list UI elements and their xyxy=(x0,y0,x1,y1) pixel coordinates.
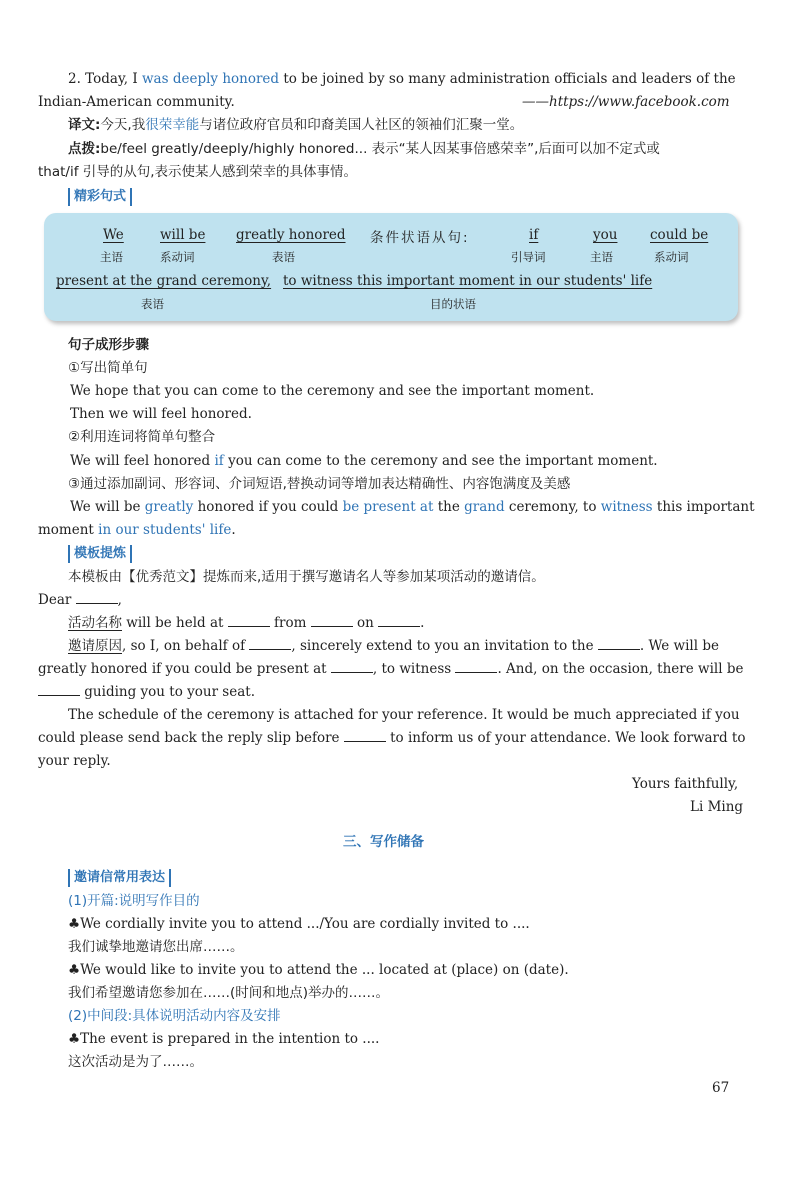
template-closing: Yours faithfully, xyxy=(632,776,739,792)
template-para-5: The schedule of the ceremony is attached for your reference. It would be much appreciated if you xyxy=(68,707,740,723)
highlight-word: if xyxy=(214,453,224,469)
pattern-role: 主语 xyxy=(100,250,123,264)
text: 今天,我 xyxy=(100,117,146,133)
example-line-1 xyxy=(68,69,736,89)
blank xyxy=(455,659,497,673)
step-2-sentence xyxy=(70,451,658,471)
highlight-phrase: in our students' life xyxy=(98,522,232,538)
placeholder-reason: 邀请原因 xyxy=(68,638,122,654)
text: guiding you to your seat. xyxy=(80,684,255,700)
pattern-word: you xyxy=(593,227,618,243)
step-2-title: ②利用连词将简单句整合 xyxy=(68,429,216,445)
template-para-2 xyxy=(68,636,719,656)
template-para-1 xyxy=(68,613,424,633)
text: the xyxy=(433,499,465,515)
template-intro: 本模板由【优秀范文】提炼而来,适用于撰写邀请名人等参加某项活动的邀请信。 xyxy=(68,569,545,585)
text: We will feel honored xyxy=(70,453,215,469)
text: Dear xyxy=(38,592,72,608)
pattern-role: 引导词 xyxy=(511,250,546,264)
text: greatly honored if you could be present at xyxy=(38,661,331,677)
template-salutation xyxy=(38,590,122,610)
text: . And, on the occasion, there will be xyxy=(497,661,744,677)
placeholder-event-name: 活动名称 xyxy=(68,615,122,631)
text: this important xyxy=(652,499,755,515)
template-para-4 xyxy=(38,682,255,702)
pattern-word: We xyxy=(103,227,124,243)
text: from xyxy=(269,615,311,631)
expr-3: ♣The event is prepared in the intention to .... xyxy=(68,1031,380,1047)
step-3-title: ③通过添加副词、形容词、介词短语,替换动词等增加表达精确性、内容饱满度及美感 xyxy=(68,476,571,492)
text: be/feel greatly/deeply/highly honored... 表示“某人因某事倍感荣幸”,后面可以加不定式或 xyxy=(100,141,660,157)
tip-line-1 xyxy=(68,139,660,159)
text: could please send back the reply slip before xyxy=(38,730,344,746)
highlight-word: be present at xyxy=(342,499,434,515)
text: honored if you could xyxy=(193,499,343,515)
example-line-2: Indian-American community. xyxy=(38,94,235,110)
blank xyxy=(378,613,420,627)
text: , xyxy=(117,592,122,608)
pattern-role: 目的状语 xyxy=(430,297,476,311)
blank xyxy=(228,613,270,627)
tip-line-2: that/if 引导的从句,表示使某人感到荣幸的具体事情。 xyxy=(38,164,358,180)
expr-2-zh: 我们希望邀请您参加在……(时间和地点)举办的……。 xyxy=(68,985,390,1001)
sentence-analysis-panel xyxy=(44,213,738,321)
text: . xyxy=(231,522,236,538)
pattern-word: if xyxy=(529,227,539,243)
pattern-word: could be xyxy=(650,227,709,243)
text: you can come to the ceremony and see the important moment. xyxy=(223,453,658,469)
text: on xyxy=(352,615,379,631)
tip-label: 点拨: xyxy=(68,141,101,157)
highlight-word: grand xyxy=(464,499,505,515)
highlight-phrase: 很荣幸能 xyxy=(145,117,200,133)
step-1-sentence-b: Then we will feel honored. xyxy=(70,406,252,422)
step-3-sentence-line-1 xyxy=(70,497,755,517)
blank xyxy=(38,682,80,696)
blank xyxy=(344,728,386,742)
step-3-sentence-line-2 xyxy=(38,520,236,540)
blank xyxy=(249,636,291,650)
translation-label: 译文: xyxy=(68,117,101,133)
pattern-role: 主语 xyxy=(590,250,613,264)
expr-heading-2: (2)中间段:具体说明活动内容及安排 xyxy=(68,1008,281,1024)
section-tag-template: 模板提炼 xyxy=(68,545,132,563)
pattern-word: present at the grand ceremony, xyxy=(56,273,272,289)
blank xyxy=(76,590,118,604)
pattern-word: to witness this important moment in our students' life xyxy=(283,273,653,289)
text: , so I, on behalf of xyxy=(122,638,250,654)
text: moment xyxy=(38,522,99,538)
text: , sincerely extend to you an invitation to the xyxy=(291,638,598,654)
highlight-word: greatly xyxy=(144,499,194,515)
expr-heading-1: (1)开篇:说明写作目的 xyxy=(68,893,200,909)
step-1-title: ①写出简单句 xyxy=(68,360,148,376)
expr-2: ♣We would like to invite you to attend the ... located at (place) on (date). xyxy=(68,962,569,978)
expr-1-zh: 我们诚挚地邀请您出席……。 xyxy=(68,939,244,955)
expr-1: ♣We cordially invite you to attend .../You are cordially invited to .... xyxy=(68,916,530,932)
template-para-6 xyxy=(38,728,746,748)
text: We will be xyxy=(70,499,145,515)
step-1-sentence-a: We hope that you can come to the ceremony and see the important moment. xyxy=(70,383,595,399)
section-3-title: 三、写作储备 xyxy=(343,834,424,850)
pattern-clause-label: 条件状语从句: xyxy=(370,230,470,246)
translation-line xyxy=(68,115,523,135)
blank xyxy=(311,613,353,627)
page-number: 67 xyxy=(712,1080,730,1096)
template-signature: Li Ming xyxy=(690,799,744,815)
text: ceremony, to xyxy=(504,499,601,515)
pattern-role: 表语 xyxy=(272,250,295,264)
template-para-3 xyxy=(38,659,743,679)
text: 与诸位政府官员和印裔美国人社区的领袖们汇聚一堂。 xyxy=(199,117,524,133)
source-citation: ——https://www.facebook.com xyxy=(522,94,730,110)
pattern-role: 表语 xyxy=(141,297,164,311)
pattern-role: 系动词 xyxy=(160,250,195,264)
section-tag-sentence-pattern: 精彩句式 xyxy=(68,188,132,206)
highlight-word: witness xyxy=(600,499,653,515)
text: , to witness xyxy=(372,661,456,677)
template-para-7: your reply. xyxy=(38,753,111,769)
pattern-role: 系动词 xyxy=(654,250,689,264)
text: to be joined by so many administration officials and leaders of the xyxy=(279,71,736,87)
steps-title: 句子成形步骤 xyxy=(68,337,149,353)
text: 2. Today, I xyxy=(68,71,142,87)
text: will be held at xyxy=(122,615,228,631)
blank xyxy=(331,659,373,673)
blank xyxy=(598,636,640,650)
expr-3-zh: 这次活动是为了……。 xyxy=(68,1054,203,1070)
text: . xyxy=(420,615,425,631)
pattern-word: will be xyxy=(160,227,206,243)
text: . We will be xyxy=(639,638,719,654)
pattern-word: greatly honored xyxy=(236,227,346,243)
text: to inform us of your attendance. We look forward to xyxy=(385,730,746,746)
highlight-phrase: was deeply honored xyxy=(142,71,280,87)
section-tag-expressions: 邀请信常用表达 xyxy=(68,869,171,887)
